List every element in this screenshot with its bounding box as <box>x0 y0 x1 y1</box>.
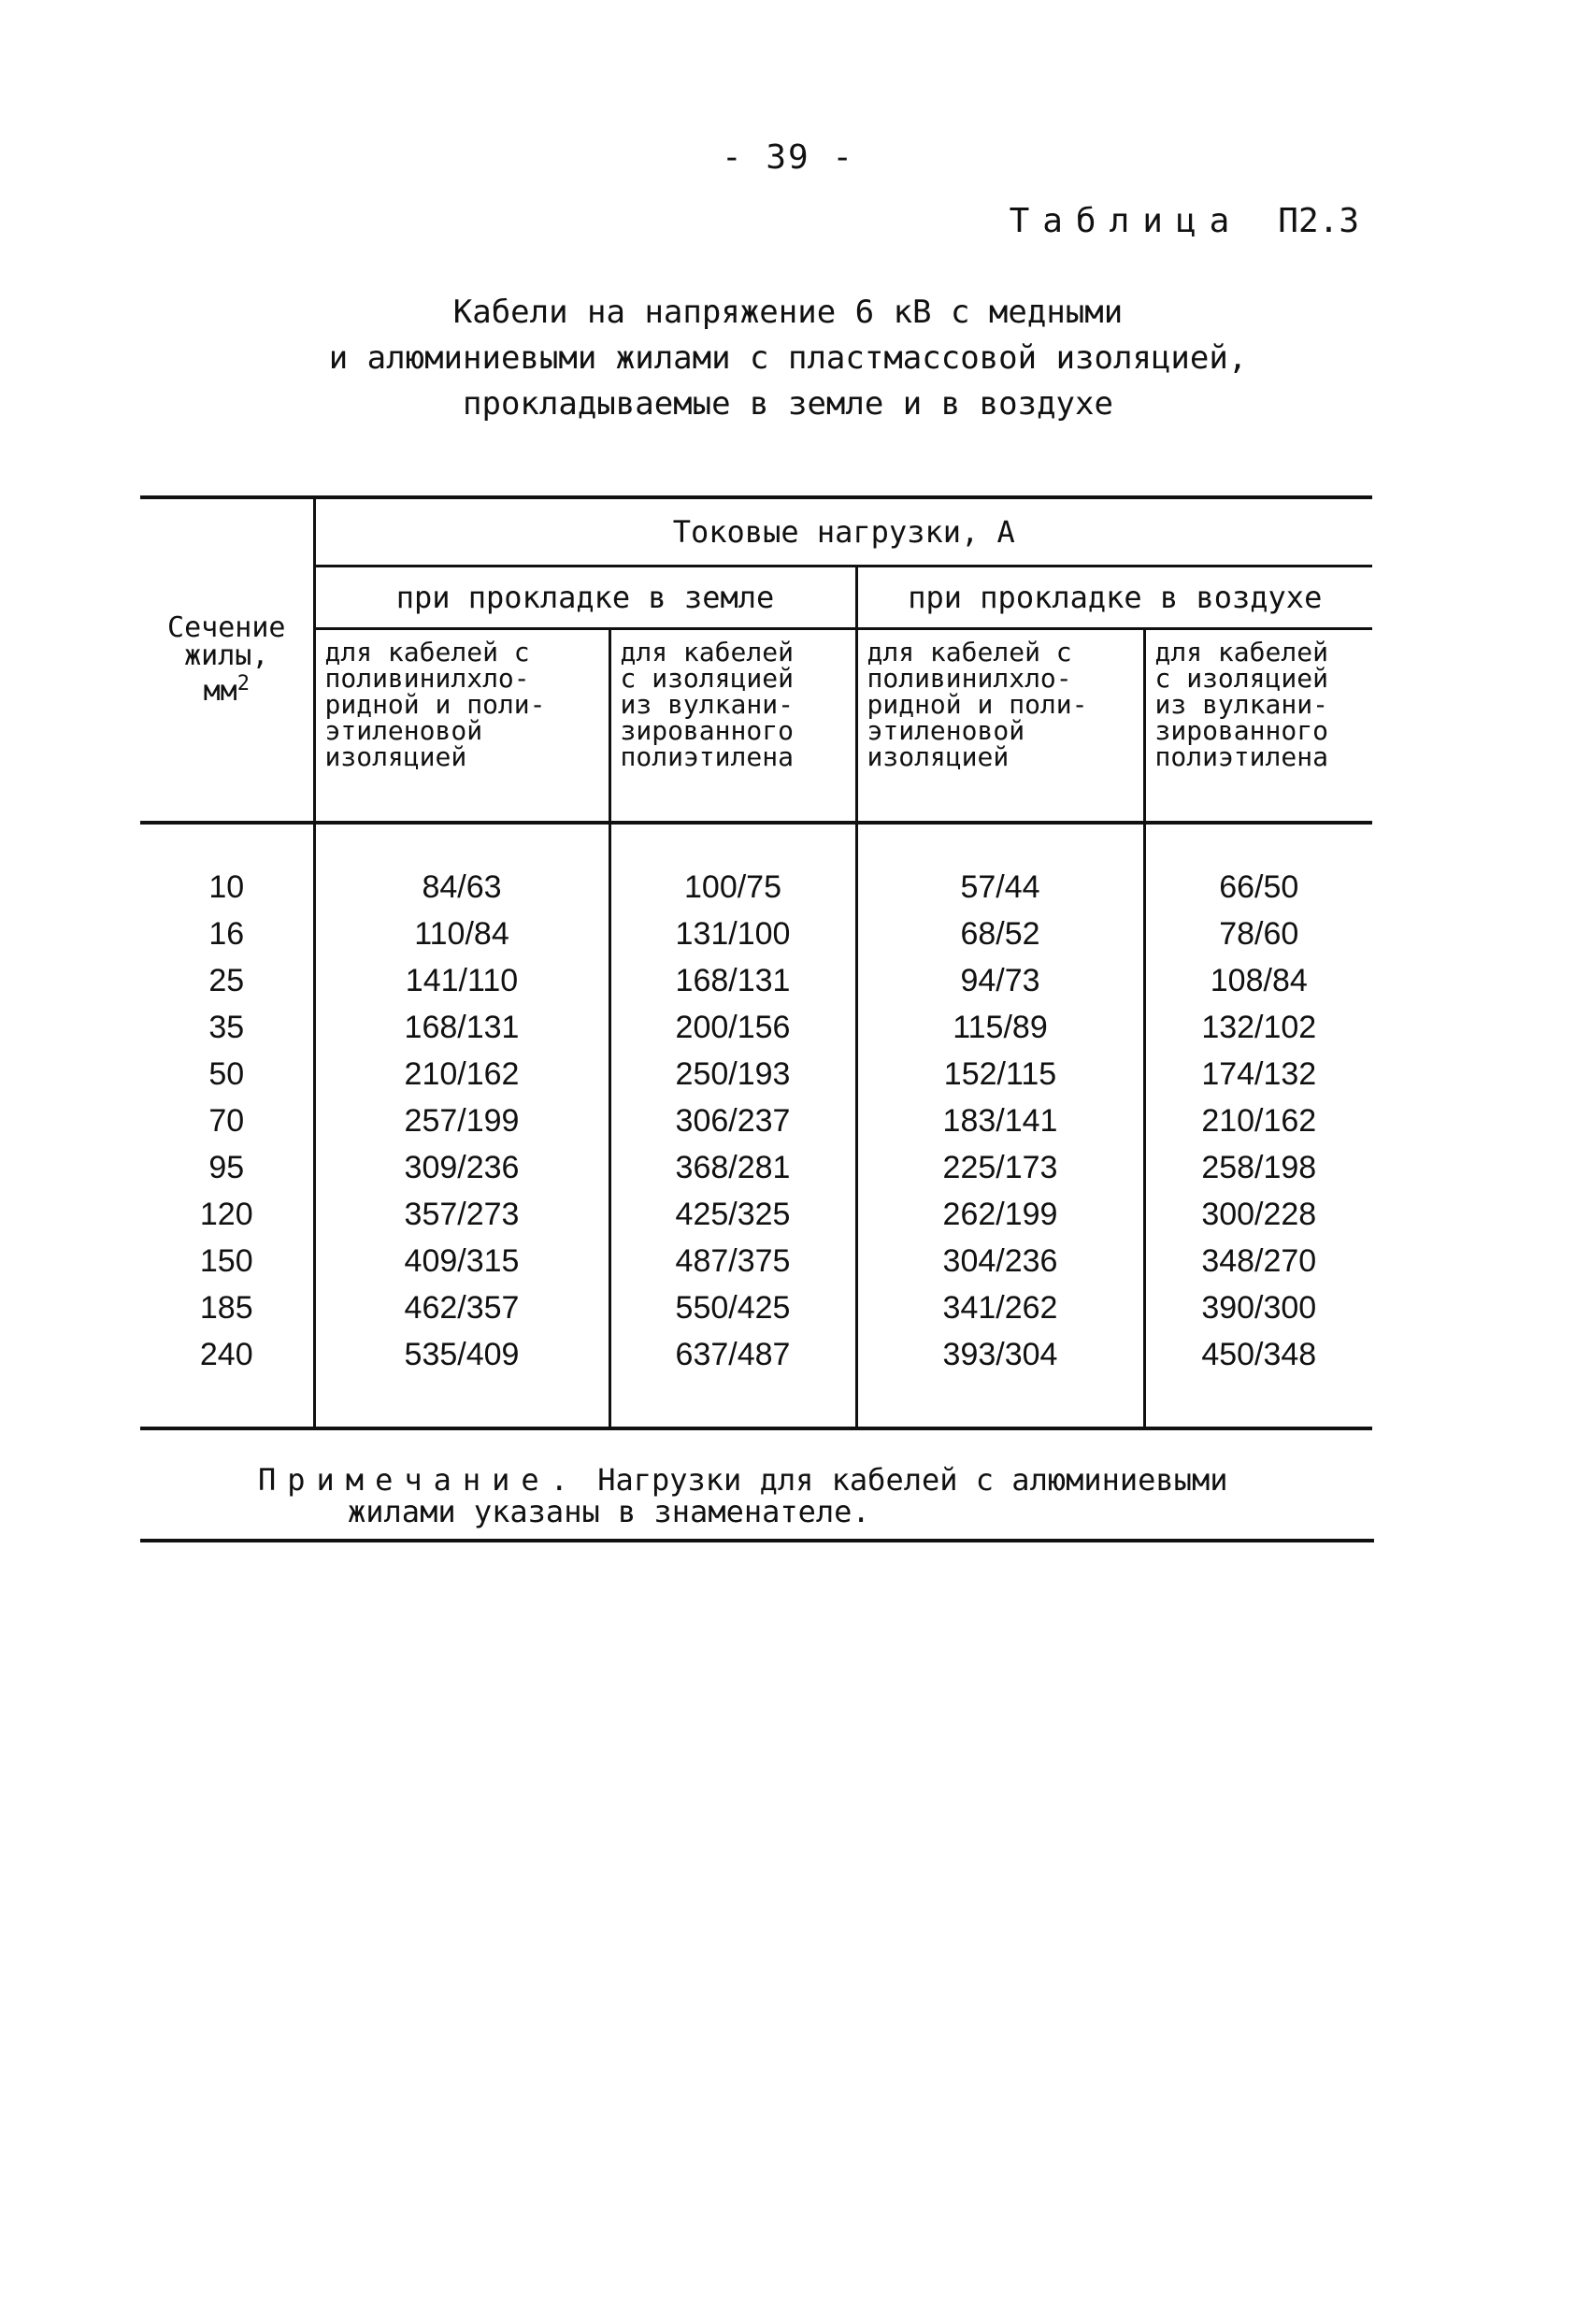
load-value-cell: 141/110 <box>314 957 609 1004</box>
load-value-cell: 637/487 <box>609 1331 856 1428</box>
load-value-cell: 100/75 <box>609 823 856 911</box>
load-value-cell: 115/89 <box>856 1004 1144 1051</box>
sub-header-ground: при прокладке в земле <box>314 567 856 629</box>
sub-header-air: при прокладке в воздухе <box>856 567 1372 629</box>
cross-section-cell: 10 <box>208 868 245 905</box>
caption-line: прокладываемые в земле и в воздухе <box>463 385 1113 423</box>
load-value-cell: 390/300 <box>1144 1284 1372 1331</box>
load-value-cell: 257/199 <box>314 1097 609 1144</box>
table-row <box>140 911 1372 957</box>
unit-superscript: 2 <box>236 672 250 696</box>
load-value-cell: 487/375 <box>609 1238 856 1284</box>
table-row <box>140 1144 1372 1191</box>
load-value-cell: 131/100 <box>609 911 856 957</box>
load-value-cell: 94/73 <box>856 957 1144 1004</box>
cross-section-cell: 50 <box>208 1055 245 1092</box>
load-value-cell: 66/50 <box>1144 823 1372 911</box>
cross-section-cell: 70 <box>208 1102 245 1139</box>
caption-line: Кабели на напряжение 6 кВ с медными <box>452 294 1124 331</box>
load-value-cell: 174/132 <box>1144 1051 1372 1097</box>
load-value-cell: 462/357 <box>314 1284 609 1331</box>
section-header <box>140 497 314 823</box>
leaf-header-air-xlpe: для кабелей с изоляцией из вулкани- зированного полиэтилена <box>1144 629 1372 824</box>
load-value-cell: 57/44 <box>856 823 1144 911</box>
load-value-cell: 110/84 <box>314 911 609 957</box>
group-header: Токовые нагрузки, А <box>314 497 1372 567</box>
load-value-cell: 168/131 <box>609 957 856 1004</box>
leaf-header-air-pvc: для кабелей с поливинилхло- ридной и поли- этиленовой изоляцией <box>856 629 1144 824</box>
load-value-cell: 535/409 <box>314 1331 609 1428</box>
table-row <box>140 1004 1372 1051</box>
load-value-cell: 78/60 <box>1144 911 1372 957</box>
leaf-header-ground-pvc: для кабелей с поливинилхло- ридной и поли- этиленовой изоляцией <box>314 629 609 824</box>
cross-section-cell: 240 <box>199 1336 253 1372</box>
table-row <box>140 1331 1372 1428</box>
table-row <box>140 957 1372 1004</box>
table-note <box>140 1464 1374 1542</box>
load-value-cell: 168/131 <box>314 1004 609 1051</box>
section-header-line: Сечение <box>167 611 286 644</box>
table-label-number: П2.3 <box>1278 202 1359 240</box>
load-value-cell: 68/52 <box>856 911 1144 957</box>
cross-section-cell: 35 <box>208 1009 245 1045</box>
load-value-cell: 250/193 <box>609 1051 856 1097</box>
table-row <box>140 1238 1372 1284</box>
load-value-cell: 306/237 <box>609 1097 856 1144</box>
load-value-cell: 348/270 <box>1144 1238 1372 1284</box>
cross-section-cell: 16 <box>208 915 245 952</box>
table-label-word: Таблица <box>1009 202 1243 240</box>
load-value-cell: 84/63 <box>314 823 609 911</box>
load-value-cell: 309/236 <box>314 1144 609 1191</box>
table-row <box>140 1051 1372 1097</box>
load-value-cell: 304/236 <box>856 1238 1144 1284</box>
load-value-cell: 225/173 <box>856 1144 1144 1191</box>
section-header-line: жилы, <box>184 639 269 672</box>
table-row <box>140 1191 1372 1238</box>
current-load-table <box>140 495 1372 1430</box>
caption-line: и алюминиевыми жилами с пластмассовой изоляцией, <box>328 339 1248 377</box>
cross-section-cell: 150 <box>199 1242 253 1279</box>
load-value-cell: 258/198 <box>1144 1144 1372 1191</box>
table-row <box>140 1097 1372 1144</box>
section-header-unit: $мм^2$ <box>203 672 250 708</box>
load-value-cell: 300/228 <box>1144 1191 1372 1238</box>
load-value-cell: 425/325 <box>609 1191 856 1238</box>
note-text-line2: жилами указаны в знаменателе. <box>348 1494 870 1529</box>
table-label <box>1010 202 1359 240</box>
leaf-header-ground-xlpe: для кабелей с изоляцией из вулкани- зированного полиэтилена <box>609 629 856 824</box>
note-title: Примечание. <box>258 1462 580 1498</box>
load-value-cell: 210/162 <box>314 1051 609 1097</box>
cross-section-cell: 95 <box>208 1149 245 1185</box>
cross-section-cell: 185 <box>199 1289 253 1326</box>
load-value-cell: 450/348 <box>1144 1331 1372 1428</box>
table-row <box>140 823 1372 911</box>
load-value-cell: 368/281 <box>609 1144 856 1191</box>
load-value-cell: 183/141 <box>856 1097 1144 1144</box>
load-value-cell: 341/262 <box>856 1284 1144 1331</box>
load-value-cell: 152/115 <box>856 1051 1144 1097</box>
table-row <box>140 1284 1372 1331</box>
cross-section-cell: 120 <box>199 1196 253 1232</box>
load-value-cell: 550/425 <box>609 1284 856 1331</box>
table-caption <box>0 290 1576 427</box>
load-value-cell: 108/84 <box>1144 957 1372 1004</box>
load-value-cell: 393/304 <box>856 1331 1144 1428</box>
note-text-line1: Нагрузки для кабелей с алюминиевыми <box>597 1462 1228 1498</box>
page-number: - 39 - <box>721 138 855 177</box>
load-value-cell: 132/102 <box>1144 1004 1372 1051</box>
load-value-cell: 357/273 <box>314 1191 609 1238</box>
load-value-cell: 210/162 <box>1144 1097 1372 1144</box>
load-value-cell: 262/199 <box>856 1191 1144 1238</box>
load-value-cell: 200/156 <box>609 1004 856 1051</box>
cross-section-cell: 25 <box>208 962 245 998</box>
load-value-cell: 409/315 <box>314 1238 609 1284</box>
